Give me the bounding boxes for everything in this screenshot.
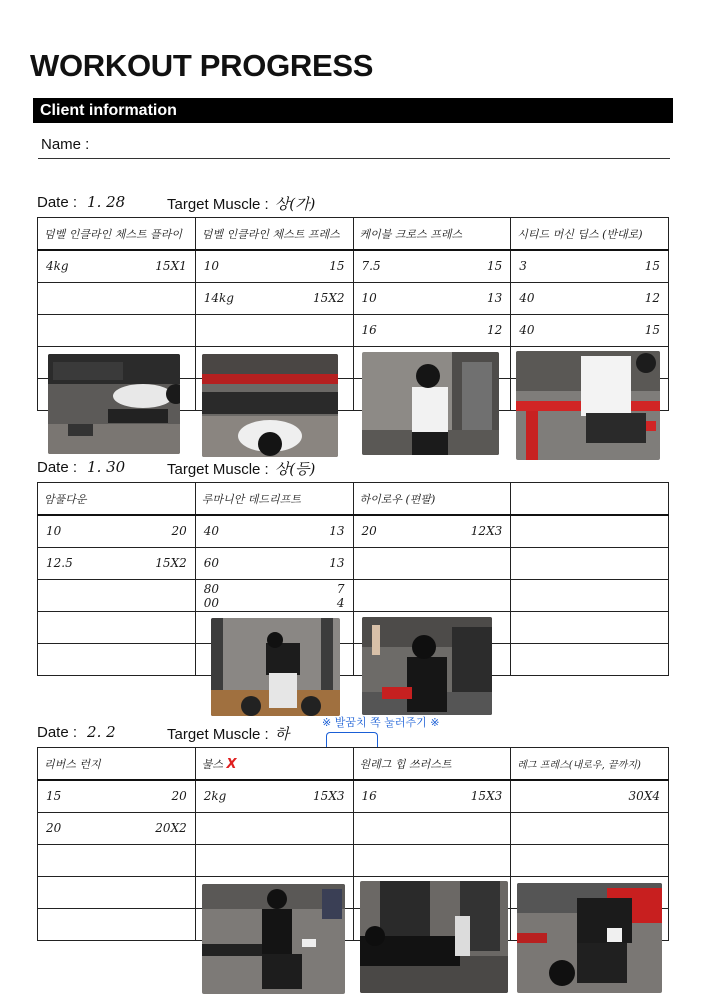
name-input-line[interactable] — [38, 158, 670, 159]
set-cell[interactable]: 40 13 — [195, 515, 353, 548]
set-cell[interactable]: 10 13 — [353, 283, 511, 315]
set-cell[interactable]: 16 15X3 — [353, 780, 511, 813]
table-row — [38, 644, 669, 676]
table-row — [38, 515, 669, 548]
exercise-header — [511, 483, 669, 516]
table-row — [38, 780, 669, 813]
exercise-photo — [362, 352, 499, 455]
exercise-photo — [516, 351, 660, 460]
target-label: Target Muscle : — [167, 461, 269, 478]
table-row — [38, 612, 669, 644]
set-cell[interactable] — [195, 813, 353, 845]
set-cell[interactable]: 10 15 — [195, 250, 353, 283]
name-label: Name : — [41, 136, 90, 153]
exercise-header: 케이블 크로스 프레스 — [353, 218, 511, 251]
table-row — [38, 845, 669, 877]
date-value: 1. 30 — [87, 458, 126, 476]
exercise-header — [195, 748, 353, 781]
set-cell[interactable] — [38, 283, 196, 315]
set-cell[interactable]: 2kg 15X3 — [195, 780, 353, 813]
set-cell[interactable]: 40 15 — [511, 315, 669, 347]
session-1-target — [167, 193, 315, 214]
exercise-photo — [202, 884, 345, 994]
table-row — [38, 250, 669, 283]
set-cell[interactable]: 60 13 — [195, 548, 353, 580]
exercise-photo — [517, 883, 662, 993]
set-cell[interactable]: 12.5 15X2 — [38, 548, 196, 580]
section-header-client-information: Client information — [33, 98, 673, 123]
table-row — [38, 813, 669, 845]
set-cell[interactable]: 16 12 — [353, 315, 511, 347]
exercise-header: 리버스 런지 — [38, 748, 196, 781]
target-value: 상(가) — [274, 195, 316, 213]
session-2-date — [37, 458, 125, 476]
set-cell[interactable]: 20 20X2 — [38, 813, 196, 845]
table-row — [38, 580, 669, 612]
set-cell[interactable] — [353, 580, 511, 612]
session-3-target — [167, 723, 289, 744]
date-label: Date : — [37, 194, 78, 211]
set-cell[interactable] — [38, 315, 196, 347]
exercise-photo — [202, 354, 338, 457]
set-cell[interactable]: 20 12X3 — [353, 515, 511, 548]
exercise-header: 루마니안 데드리프트 — [195, 483, 353, 516]
correction-mark: X — [226, 756, 237, 772]
set-cell[interactable]: 80 7 00 4 — [195, 580, 353, 612]
exercise-photo — [48, 354, 180, 454]
table-row — [38, 283, 669, 315]
exercise-photo — [362, 617, 492, 715]
exercise-header: 하이로우 (편팔) — [353, 483, 511, 516]
date-value: 1. 28 — [87, 193, 126, 211]
set-cell[interactable] — [511, 813, 669, 845]
exercise-header: 암풀다운 — [38, 483, 196, 516]
set-cell[interactable] — [511, 548, 669, 580]
exercise-header: 레그 프레스(내로우, 끝까지) — [511, 748, 669, 781]
set-cell[interactable] — [353, 548, 511, 580]
page-title: WORKOUT PROGRESS — [30, 48, 374, 83]
set-cell[interactable]: 7.5 15 — [353, 250, 511, 283]
table-row — [38, 548, 669, 580]
target-label: Target Muscle : — [167, 726, 269, 743]
target-value: 상(등) — [274, 460, 316, 478]
note-bracket — [326, 732, 378, 747]
set-cell[interactable]: 14kg 15X2 — [195, 283, 353, 315]
exercise-header: 덤벨 인클라인 체스트 프레스 — [195, 218, 353, 251]
exercise-photo — [211, 618, 340, 716]
set-cell[interactable]: 10 20 — [38, 515, 196, 548]
target-value: 하 — [274, 725, 290, 743]
set-cell[interactable]: 30X4 — [511, 780, 669, 813]
date-value: 2. 2 — [87, 723, 116, 741]
set-cell[interactable]: 15 20 — [38, 780, 196, 813]
set-cell[interactable] — [511, 580, 669, 612]
session-1-date — [37, 193, 125, 211]
set-cell[interactable] — [511, 515, 669, 548]
set-cell[interactable]: 40 12 — [511, 283, 669, 315]
session-2-table — [37, 482, 669, 676]
date-label: Date : — [37, 459, 78, 476]
exercise-header-text: 불스 — [201, 757, 224, 771]
handwritten-note: ※ 발꿈치 쪽 눌러주기 ※ — [322, 716, 440, 729]
exercise-header: 덤벨 인클라인 체스트 플라이 — [38, 218, 196, 251]
exercise-photo — [360, 881, 508, 993]
session-2-target — [167, 458, 315, 479]
set-cell[interactable] — [353, 813, 511, 845]
set-cell[interactable] — [38, 580, 196, 612]
set-cell[interactable] — [195, 315, 353, 347]
date-label: Date : — [37, 724, 78, 741]
session-3-date — [37, 723, 116, 741]
exercise-header: 원레그 힙 쓰러스트 — [353, 748, 511, 781]
exercise-header: 시티드 머신 딥스 (반대로) — [511, 218, 669, 251]
table-row — [38, 315, 669, 347]
set-cell[interactable]: 4kg 15X1 — [38, 250, 196, 283]
target-label: Target Muscle : — [167, 196, 269, 213]
set-cell[interactable]: 3 15 — [511, 250, 669, 283]
